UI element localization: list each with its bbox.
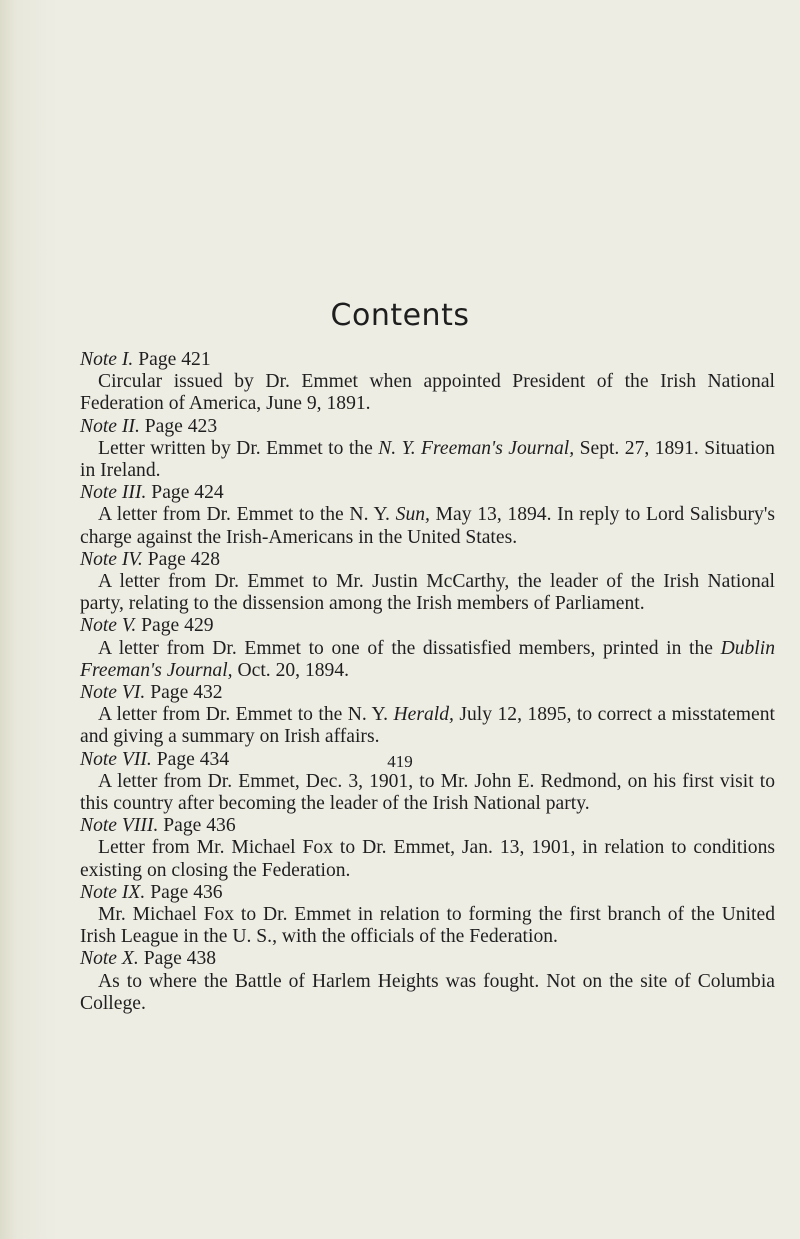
note-label: Note II. — [80, 415, 140, 437]
note-text: Mr. Michael Fox to Dr. Emmet in relation to forming the first branch of the United Irish League in the U. S., with the officials of the Federation. — [80, 904, 775, 948]
note-label: Note I. — [80, 349, 134, 370]
note-text-part: A letter from Dr. Emmet to the N. Y. — [98, 704, 394, 726]
note-label: Note III. — [80, 482, 147, 504]
note-page: Page 428 — [147, 548, 221, 570]
note-label: Note VII. — [80, 748, 152, 770]
note-page: Page 436 — [163, 815, 236, 837]
note-text: Letter from Mr. Michael Fox to Dr. Emmet, Jan. 13, 1901, in relation to conditions existing on closing the Federation. — [80, 837, 775, 881]
note-text-part: Sept. 27, 1891. Situation in Ireland. — [80, 437, 775, 482]
note-text-part: Oct. 20, 1894. — [232, 659, 350, 681]
notes-list — [80, 349, 775, 1015]
note-page: Page 421 — [138, 349, 211, 370]
note-text-part: A letter from Dr. Emmet to one of the dissatisfied members, printed in the — [98, 637, 721, 659]
note-text: A letter from Dr. Emmet to Mr. Justin McCarthy, the leader of the Irish National party, relating to the dissension among the Irish members of Parliament. — [80, 571, 775, 615]
note-heading — [80, 416, 775, 438]
note-text-italic: N. Y. Freeman's Journal, — [378, 437, 575, 459]
note-heading — [80, 349, 775, 371]
note-page: Page 434 — [156, 748, 230, 770]
note-label: Note VI. — [80, 682, 146, 704]
note-heading — [80, 682, 775, 704]
note-text-part: May 13, 1894. In reply to Lord Salisbury's charge against the Irish-Americans in the United States. — [80, 504, 775, 548]
note-text — [80, 704, 775, 748]
note-text-part: July 12, 1895, to correct a misstatement and giving a summary on Irish affairs. — [80, 704, 775, 748]
note-entry — [80, 682, 775, 749]
note-text — [80, 638, 775, 682]
note-entry — [80, 882, 775, 949]
note-page: Page 424 — [151, 482, 224, 504]
note-heading — [80, 482, 775, 504]
note-label: Note IX. — [80, 881, 146, 903]
note-heading — [80, 615, 775, 637]
note-page: Page 423 — [144, 415, 218, 437]
note-heading — [80, 882, 775, 904]
page-number: 419 — [387, 752, 413, 771]
note-text-part: Letter written by Dr. Emmet to the — [98, 437, 379, 459]
note-text-part: A letter from Dr. Emmet to the N. Y. — [98, 504, 396, 526]
note-heading — [80, 549, 775, 571]
note-entry — [80, 815, 775, 882]
note-label: Note V. — [80, 615, 137, 637]
note-entry — [80, 948, 775, 1015]
note-text: Circular issued by Dr. Emmet when appointed President of the Irish National Federation of America, June 9, 1891. — [80, 371, 775, 415]
note-text: As to where the Battle of Harlem Heights was fought. Not on the site of Columbia College. — [80, 970, 775, 1014]
note-page: Page 438 — [143, 948, 217, 970]
note-entry — [80, 482, 775, 549]
note-text — [80, 504, 775, 548]
note-entry — [80, 416, 775, 483]
note-page: Page 429 — [141, 615, 214, 637]
note-text-italic: Dublin Freeman's Journal, — [80, 637, 775, 681]
note-page: Page 436 — [150, 881, 223, 903]
note-label: Note VIII. — [80, 815, 159, 837]
note-text-italic: Herald, — [393, 704, 454, 726]
note-heading — [80, 948, 775, 970]
note-text: A letter from Dr. Emmet, Dec. 3, 1901, to Mr. John E. Redmond, on his first visit to this country after becoming the leader of the Irish National party. — [80, 770, 775, 815]
note-entry — [80, 549, 775, 616]
note-label: Note IV. — [80, 548, 143, 570]
note-entry — [80, 615, 775, 682]
note-label: Note X. — [80, 948, 139, 970]
note-entry — [80, 349, 775, 416]
note-heading — [80, 815, 775, 837]
note-text-italic: Sun, — [395, 504, 430, 526]
page-title: Contents — [330, 298, 470, 333]
note-page: Page 432 — [150, 682, 223, 704]
note-text — [80, 438, 775, 482]
